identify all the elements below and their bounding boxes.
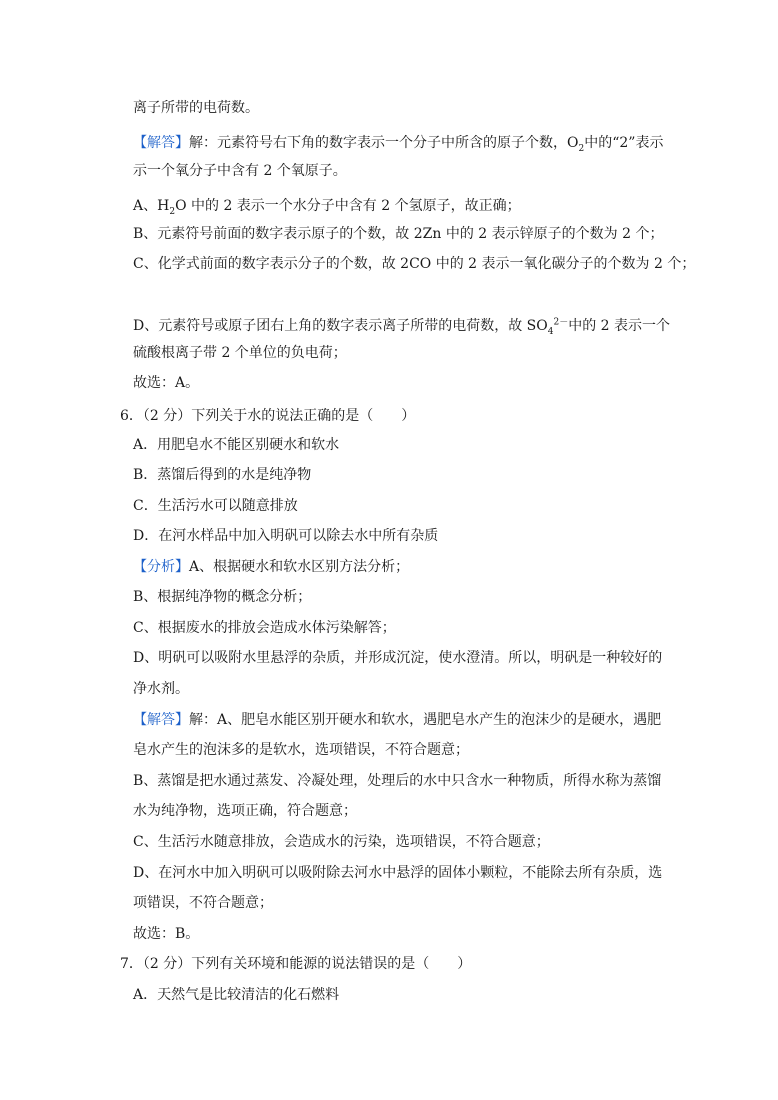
text-line-analysis: 【分析】A、根据硬水和软水区别方法分析； xyxy=(133,559,410,575)
text-line: 示一个氧分子中含有 2 个氧原子。 xyxy=(133,163,347,179)
question-6-option-d: D．在河水样品中加入明矾可以除去水中所有杂质 xyxy=(133,528,439,544)
text-line: 项错误，不符合题意； xyxy=(133,895,273,911)
text-line: C、根据废水的排放会造成水体污染解答； xyxy=(133,620,396,636)
text-line-answer: 【解答】解：A、肥皂水能区别开硬水和软水，遇肥皂水产生的泡沫少的是硬水，遇肥 xyxy=(133,712,662,728)
question-7-stem: 7．（2 分）下列有关环境和能源的说法错误的是（ ） xyxy=(120,956,472,972)
answer-tag: 【解答】 xyxy=(133,135,189,151)
question-6-stem: 6．（2 分）下列关于水的说法正确的是（ ） xyxy=(120,408,416,424)
question-6-option-b: B．蒸馏后得到的水是纯净物 xyxy=(133,467,312,483)
text-line: B、根据纯净物的概念分析； xyxy=(133,589,312,605)
text-line: 水为纯净物，选项正确，符合题意； xyxy=(133,803,357,819)
answer-tag: 【解答】 xyxy=(133,712,189,728)
text-line: B、元素符号前面的数字表示原子的个数，故 2Zn 中的 2 表示锌原子的个数为 2 个； xyxy=(133,226,664,242)
text-line-answer: 【解答】解：元素符号右下角的数字表示一个分子中所含的原子个数，$O_2$中的“2”表示 xyxy=(133,135,664,154)
question-7-option-a: A．天然气是比较清洁的化石燃料 xyxy=(133,987,340,1003)
text-line: D、在河水中加入明矾可以吸附除去河水中悬浮的固体小颗粒，不能除去所有杂质，选 xyxy=(133,865,663,881)
text-line: 硫酸根离子带 2 个单位的负电荷； xyxy=(133,345,347,361)
text-line: 故选：B。 xyxy=(133,926,200,942)
question-6-option-a: A．用肥皂水不能区别硬水和软水 xyxy=(133,437,340,453)
question-6-option-c: C．生活污水可以随意排放 xyxy=(133,498,298,514)
text-line: C、生活污水随意排放，会造成水的污染，选项错误，不符合题意； xyxy=(133,834,550,850)
text-line: D、元素符号或原子团右上角的数字表示离子所带的电荷数，故 $SO_4^{2-}$中的 2 表示一个 xyxy=(133,317,671,337)
text-line: 皂水产生的泡沫多的是软水，选项错误，不符合题意； xyxy=(133,742,469,758)
text-line: 故选：A。 xyxy=(133,375,200,391)
text-line: 净水剂。 xyxy=(133,681,189,697)
text-line: C、化学式前面的数字表示分子的个数，故 2CO 中的 2 表示一氧化碳分子的个数为 2 个； xyxy=(133,256,696,272)
text-line: B、蒸馏是把水通过蒸发、冷凝处理，处理后的水中只含水一种物质，所得水称为蒸馏 xyxy=(133,773,662,789)
text-line: 离子所带的电荷数。 xyxy=(133,100,259,116)
text-line: D、明矾可以吸附水里悬浮的杂质，并形成沉淀，使水澄清。所以，明矾是一种较好的 xyxy=(133,650,663,666)
analysis-tag: 【分析】 xyxy=(133,559,189,575)
text-line: A、$H_2O$ 中的 2 表示一个水分子中含有 2 个氢原子，故正确； xyxy=(133,198,521,217)
